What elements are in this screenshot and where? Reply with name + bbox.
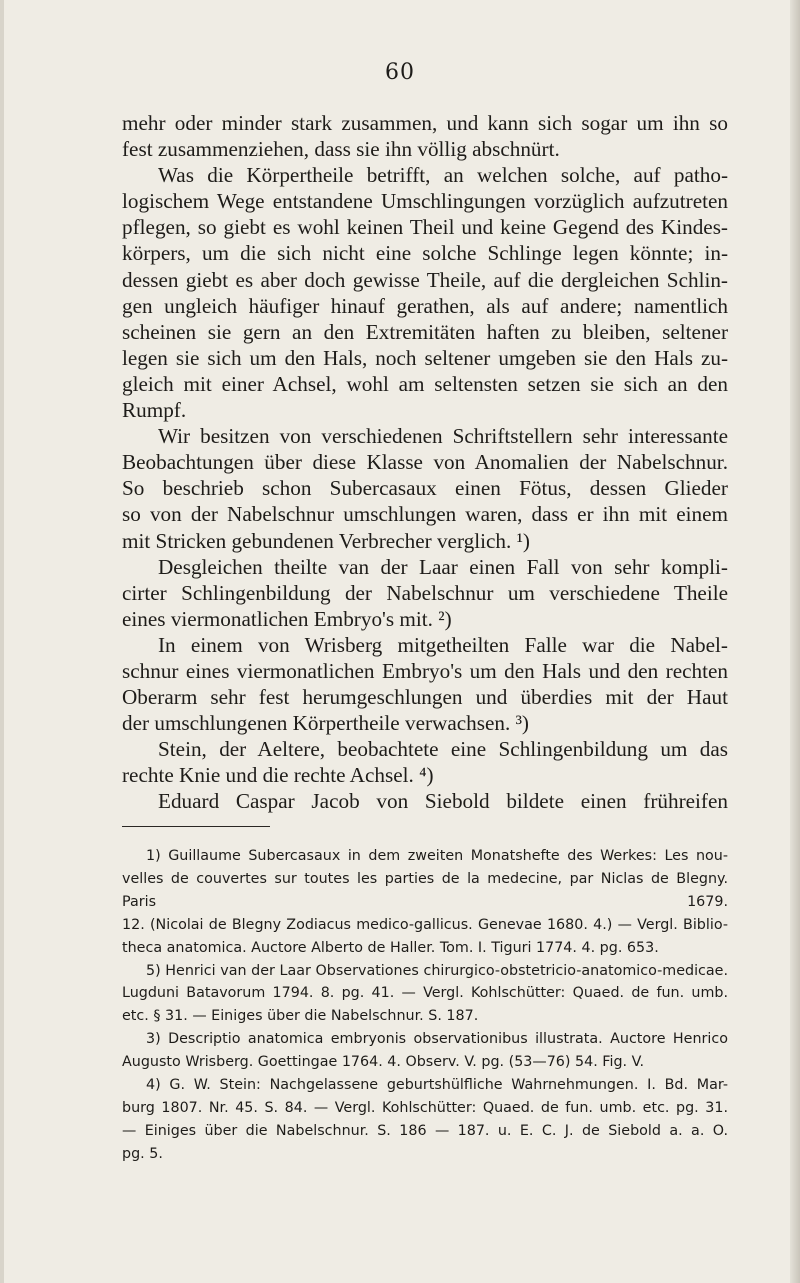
footnote-line: pg. 5. xyxy=(122,1145,163,1162)
footnote-line: etc. § 31. — Einiges über die Nabelschnur. S. 187. xyxy=(122,1008,479,1025)
text-line: rechte Knie und die rechte Achsel. ⁴) xyxy=(122,763,434,788)
text-line: logischem Wege entstandene Umschlingungen vorzüglich aufzutreten xyxy=(122,189,728,214)
footnote-line: — Einiges über die Nabelschnur. S. 186 — 187. u. E. C. J. de Siebold a. a. O. xyxy=(122,1122,728,1139)
page-left-edge xyxy=(0,0,4,1283)
text-line: der umschlungenen Körpertheile verwachsen. ³) xyxy=(122,711,529,736)
text-line: Rumpf. xyxy=(122,398,187,423)
main-text xyxy=(122,110,728,815)
text-line: schnur eines viermonatlichen Embryo's um den Hals und den rechten xyxy=(122,658,728,683)
footnote-line: velles de couvertes sur toutes les parties de la medecine, par Niclas de Blegny. Paris 1679. xyxy=(122,870,728,910)
footnote-line: Augusto Wrisberg. Goettingae 1764. 4. Observ. V. pg. (53—76) 54. Fig. V. xyxy=(122,1054,645,1071)
text-line: scheinen sie gern an den Extremitäten haften zu bleiben, seltener xyxy=(122,319,728,344)
footnote-line: 3) Descriptio anatomica embryonis observationibus illustrata. Auctore Henrico xyxy=(146,1031,728,1048)
text-line: körpers, um die sich nicht eine solche Schlinge legen könnte; in- xyxy=(122,241,728,266)
footnote-line: 5) Henrici van der Laar Observationes chirurgico-obstetricio-anatomico-medicae. xyxy=(146,962,728,979)
footnote-line: theca anatomica. Auctore Alberto de Haller. Tom. I. Tiguri 1774. 4. pg. 653. xyxy=(122,939,659,956)
footnotes xyxy=(122,845,728,1166)
text-line: mehr oder minder stark zusammen, und kann sich sogar um ihn so xyxy=(122,111,728,135)
text-line: pflegen, so giebt es wohl keinen Theil und keine Gegend des Kindes- xyxy=(122,215,728,240)
text-line: gleich mit einer Achsel, wohl am seltensten setzen sie sich an den xyxy=(122,371,728,396)
text-line: In einem von Wrisberg mitgetheilten Falle war die Nabel- xyxy=(158,632,728,657)
text-line: eines viermonatlichen Embryo's mit. ²) xyxy=(122,606,452,631)
footnote-line: 1) Guillaume Subercasaux in dem zweiten Monatshefte des Werkes: Les nou- xyxy=(146,848,728,864)
text-line: So beschrieb schon Subercasaux einen Fötus, dessen Glieder xyxy=(122,476,728,501)
text-line: Stein, der Aeltere, beobachtete eine Schlingenbildung um das xyxy=(158,737,728,762)
footnote-divider xyxy=(122,826,270,827)
text-line: Beobachtungen über diese Klasse von Anomalien der Nabelschnur. xyxy=(122,450,728,475)
footnote-line: 4) G. W. Stein: Nachgelassene geburtshülfliche Wahrnehmungen. I. Bd. Mar- xyxy=(146,1077,728,1094)
text-line: Oberarm sehr fest herumgeschlungen und überdies mit der Haut xyxy=(122,685,728,710)
text-line: so von der Nabelschnur umschlungen waren, dass er ihn mit einem xyxy=(122,502,728,527)
text-line: Desgleichen theilte van der Laar einen Fall von sehr kompli- xyxy=(158,554,728,579)
text-line: cirter Schlingenbildung der Nabelschnur um verschiedene Theile xyxy=(122,580,728,605)
text-line: Wir besitzen von verschiedenen Schriftstellern sehr interessante xyxy=(158,424,728,449)
footnote-line: Lugduni Batavorum 1794. 8. pg. 41. — Vergl. Kohlschütter: Quaed. de fun. umb. xyxy=(122,985,728,1002)
footnote-line: burg 1807. Nr. 45. S. 84. — Vergl. Kohlschütter: Quaed. de fun. umb. etc. pg. 31. xyxy=(122,1099,728,1116)
text-line: fest zusammenziehen, dass sie ihn völlig abschnürt. xyxy=(122,137,560,162)
page-right-edge xyxy=(790,0,800,1283)
text-line: legen sie sich um den Hals, noch seltener umgeben sie den Hals zu- xyxy=(122,345,728,370)
text-line: Eduard Caspar Jacob von Siebold bildete einen frühreifen xyxy=(158,789,728,814)
text-line: mit Stricken gebundenen Verbrecher verglich. ¹) xyxy=(122,528,530,553)
text-line: gen ungleich häufiger hinauf gerathen, als auf andere; namentlich xyxy=(122,293,728,318)
text-line: dessen giebt es aber doch gewisse Theile, auf die dergleichen Schlin- xyxy=(122,267,728,292)
footnote-line: 12. (Nicolai de Blegny Zodiacus medico-gallicus. Genevae 1680. 4.) — Vergl. Biblio- xyxy=(122,916,728,933)
text-line: Was die Körpertheile betrifft, an welchen solche, auf patho- xyxy=(158,163,728,188)
page-number: 60 xyxy=(385,60,415,85)
